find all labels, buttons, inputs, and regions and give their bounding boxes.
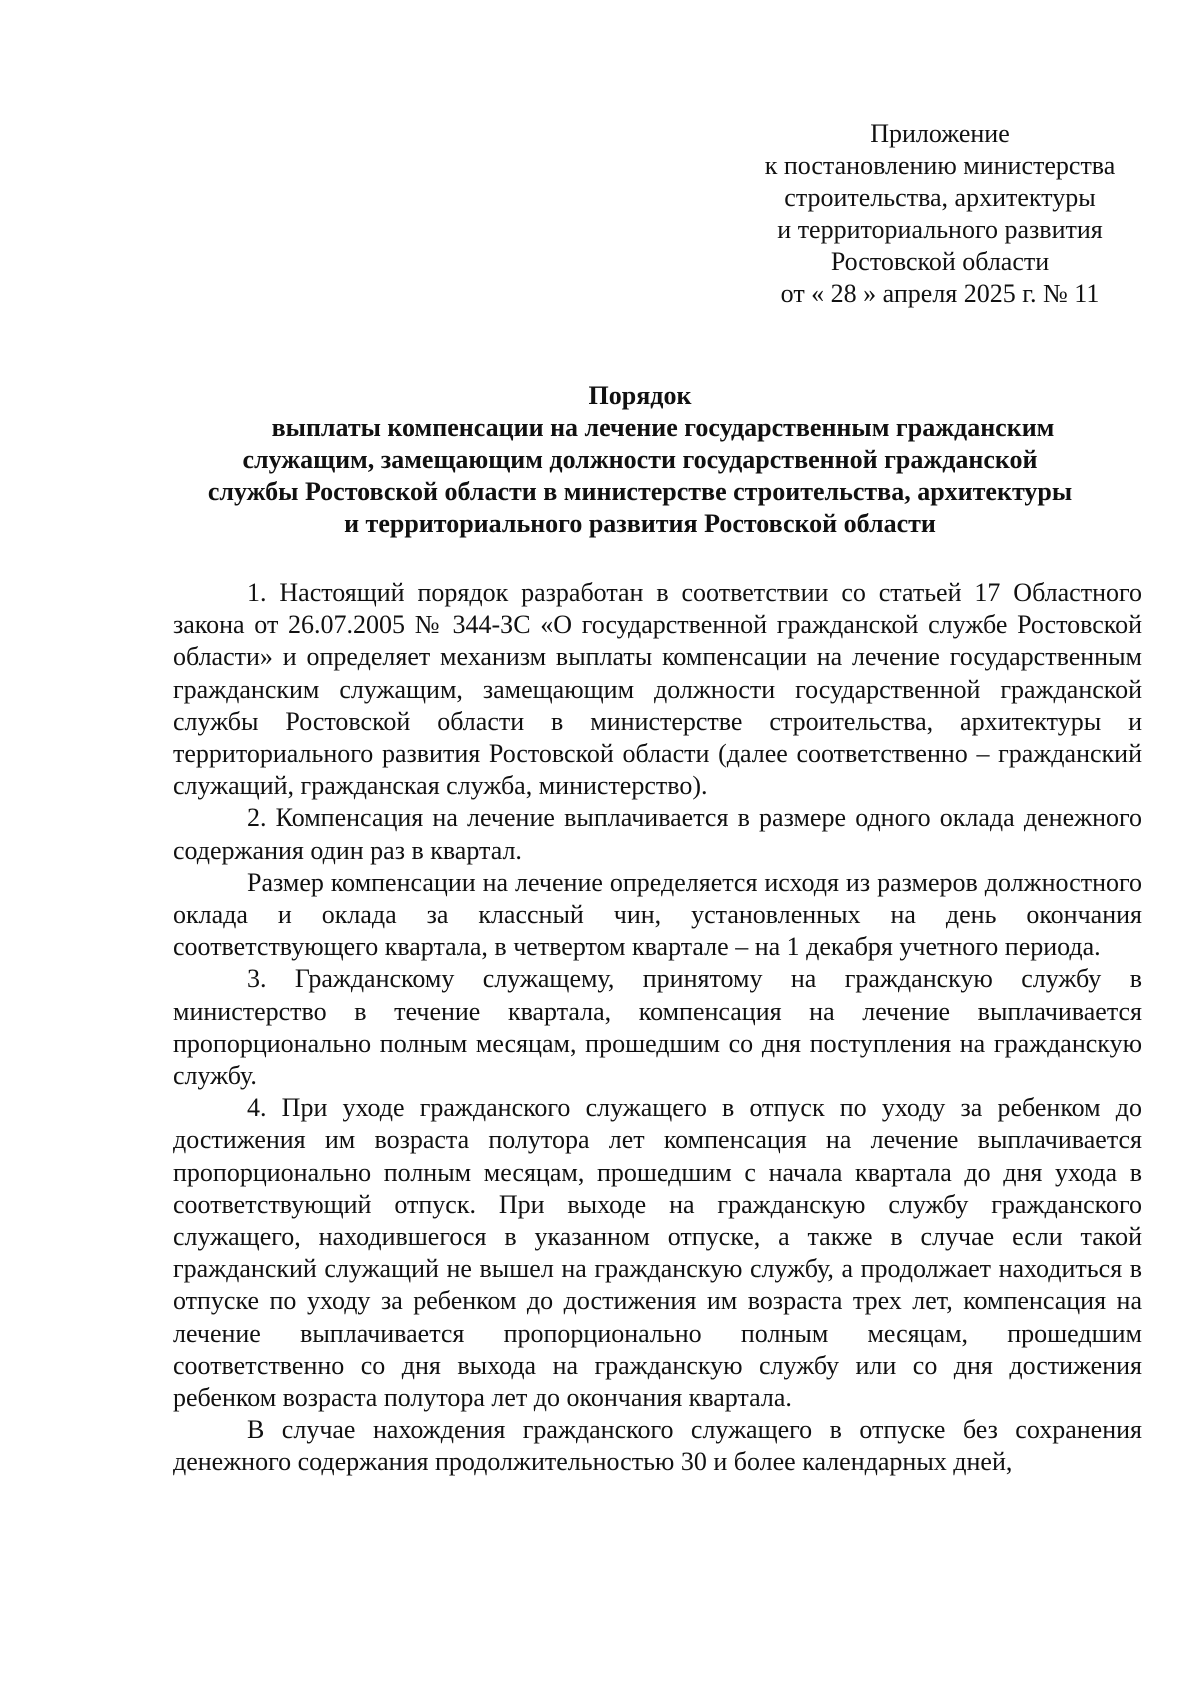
title-line: Порядок	[588, 381, 692, 410]
title-line: выплаты компенсации на лечение государственным гражданским	[271, 413, 1055, 442]
annex-line: Ростовской области	[830, 247, 1050, 276]
annex-line: и территориального развития	[777, 215, 1103, 244]
document-body	[173, 577, 1142, 1479]
paragraph-2: 2. Компенсация на лечение выплачивается в размере одного оклада денежного содержания один раз в квартал.	[173, 803, 1142, 865]
paragraph-2-continued: Размер компенсации на лечение определяется исходя из размеров должностного оклада и оклада за классный чин, установленных на день окончания соответствующего квартала, в четвертом квартале – на 1 декабря учетного периода.	[173, 867, 1142, 962]
annex-header	[740, 118, 1140, 310]
paragraph-3: 3. Гражданскому служащему, принятому на гражданскую службу в министерство в течение квартала, компенсация на лечение выплачивается пропорционально полным месяцам, прошедшим со дня поступления на гражданскую службу.	[173, 964, 1142, 1091]
title-line: служащим, замещающим должности государственной гражданской	[242, 445, 1038, 474]
paragraph-4: 4. При уходе гражданского служащего в отпуск по уходу за ребенком до достижения им возраста полутора лет компенсация на лечение выплачивается пропорционально полным месяцам, прошедшим с начала квартала до дня ухода в соответствующий отпуск. При выходе на гражданскую службу гражданского служащего, находившегося в указанном отпуске, а также в случае если такой гражданский служащий не вышел на гражданскую службу, а продолжает находиться в отпуске по уходу за ребенком до достижения им возраста трех лет, компенсация на лечение выплачивается пропорционально полным месяцам, прошедшим соответственно со дня выхода на гражданскую службу или со дня достижения ребенком возраста полутора лет до окончания квартала.	[173, 1093, 1142, 1413]
title-line: и территориального развития Ростовской области	[344, 509, 936, 538]
paragraph-4-continued: В случае нахождения гражданского служащего в отпуске без сохранения денежного содержания продолжительностью 30 и более календарных дней,	[173, 1415, 1142, 1477]
annex-line: от « 28 » апреля 2025 г. № 11	[780, 279, 1100, 308]
annex-line: строительства, архитектуры	[784, 183, 1096, 212]
annex-line: к постановлению министерства	[764, 151, 1116, 180]
annex-line: Приложение	[870, 119, 1010, 148]
document-title	[160, 380, 1120, 540]
title-line: службы Ростовской области в министерстве строительства, архитектуры	[207, 477, 1073, 506]
paragraph-1: 1. Настоящий порядок разработан в соответствии со статьей 17 Областного закона от 26.07.2005 № 344-ЗС «О государственной гражданской службе Ростовской области» и определяет механизм выплаты компенсации на лечение государственным гражданским служащим, замещающим должности государственной гражданской службы Ростовской области в министерстве строительства, архитектуры и территориального развития Ростовской области (далее соответственно – гражданский служащий, гражданская служба, министерство).	[173, 578, 1142, 801]
